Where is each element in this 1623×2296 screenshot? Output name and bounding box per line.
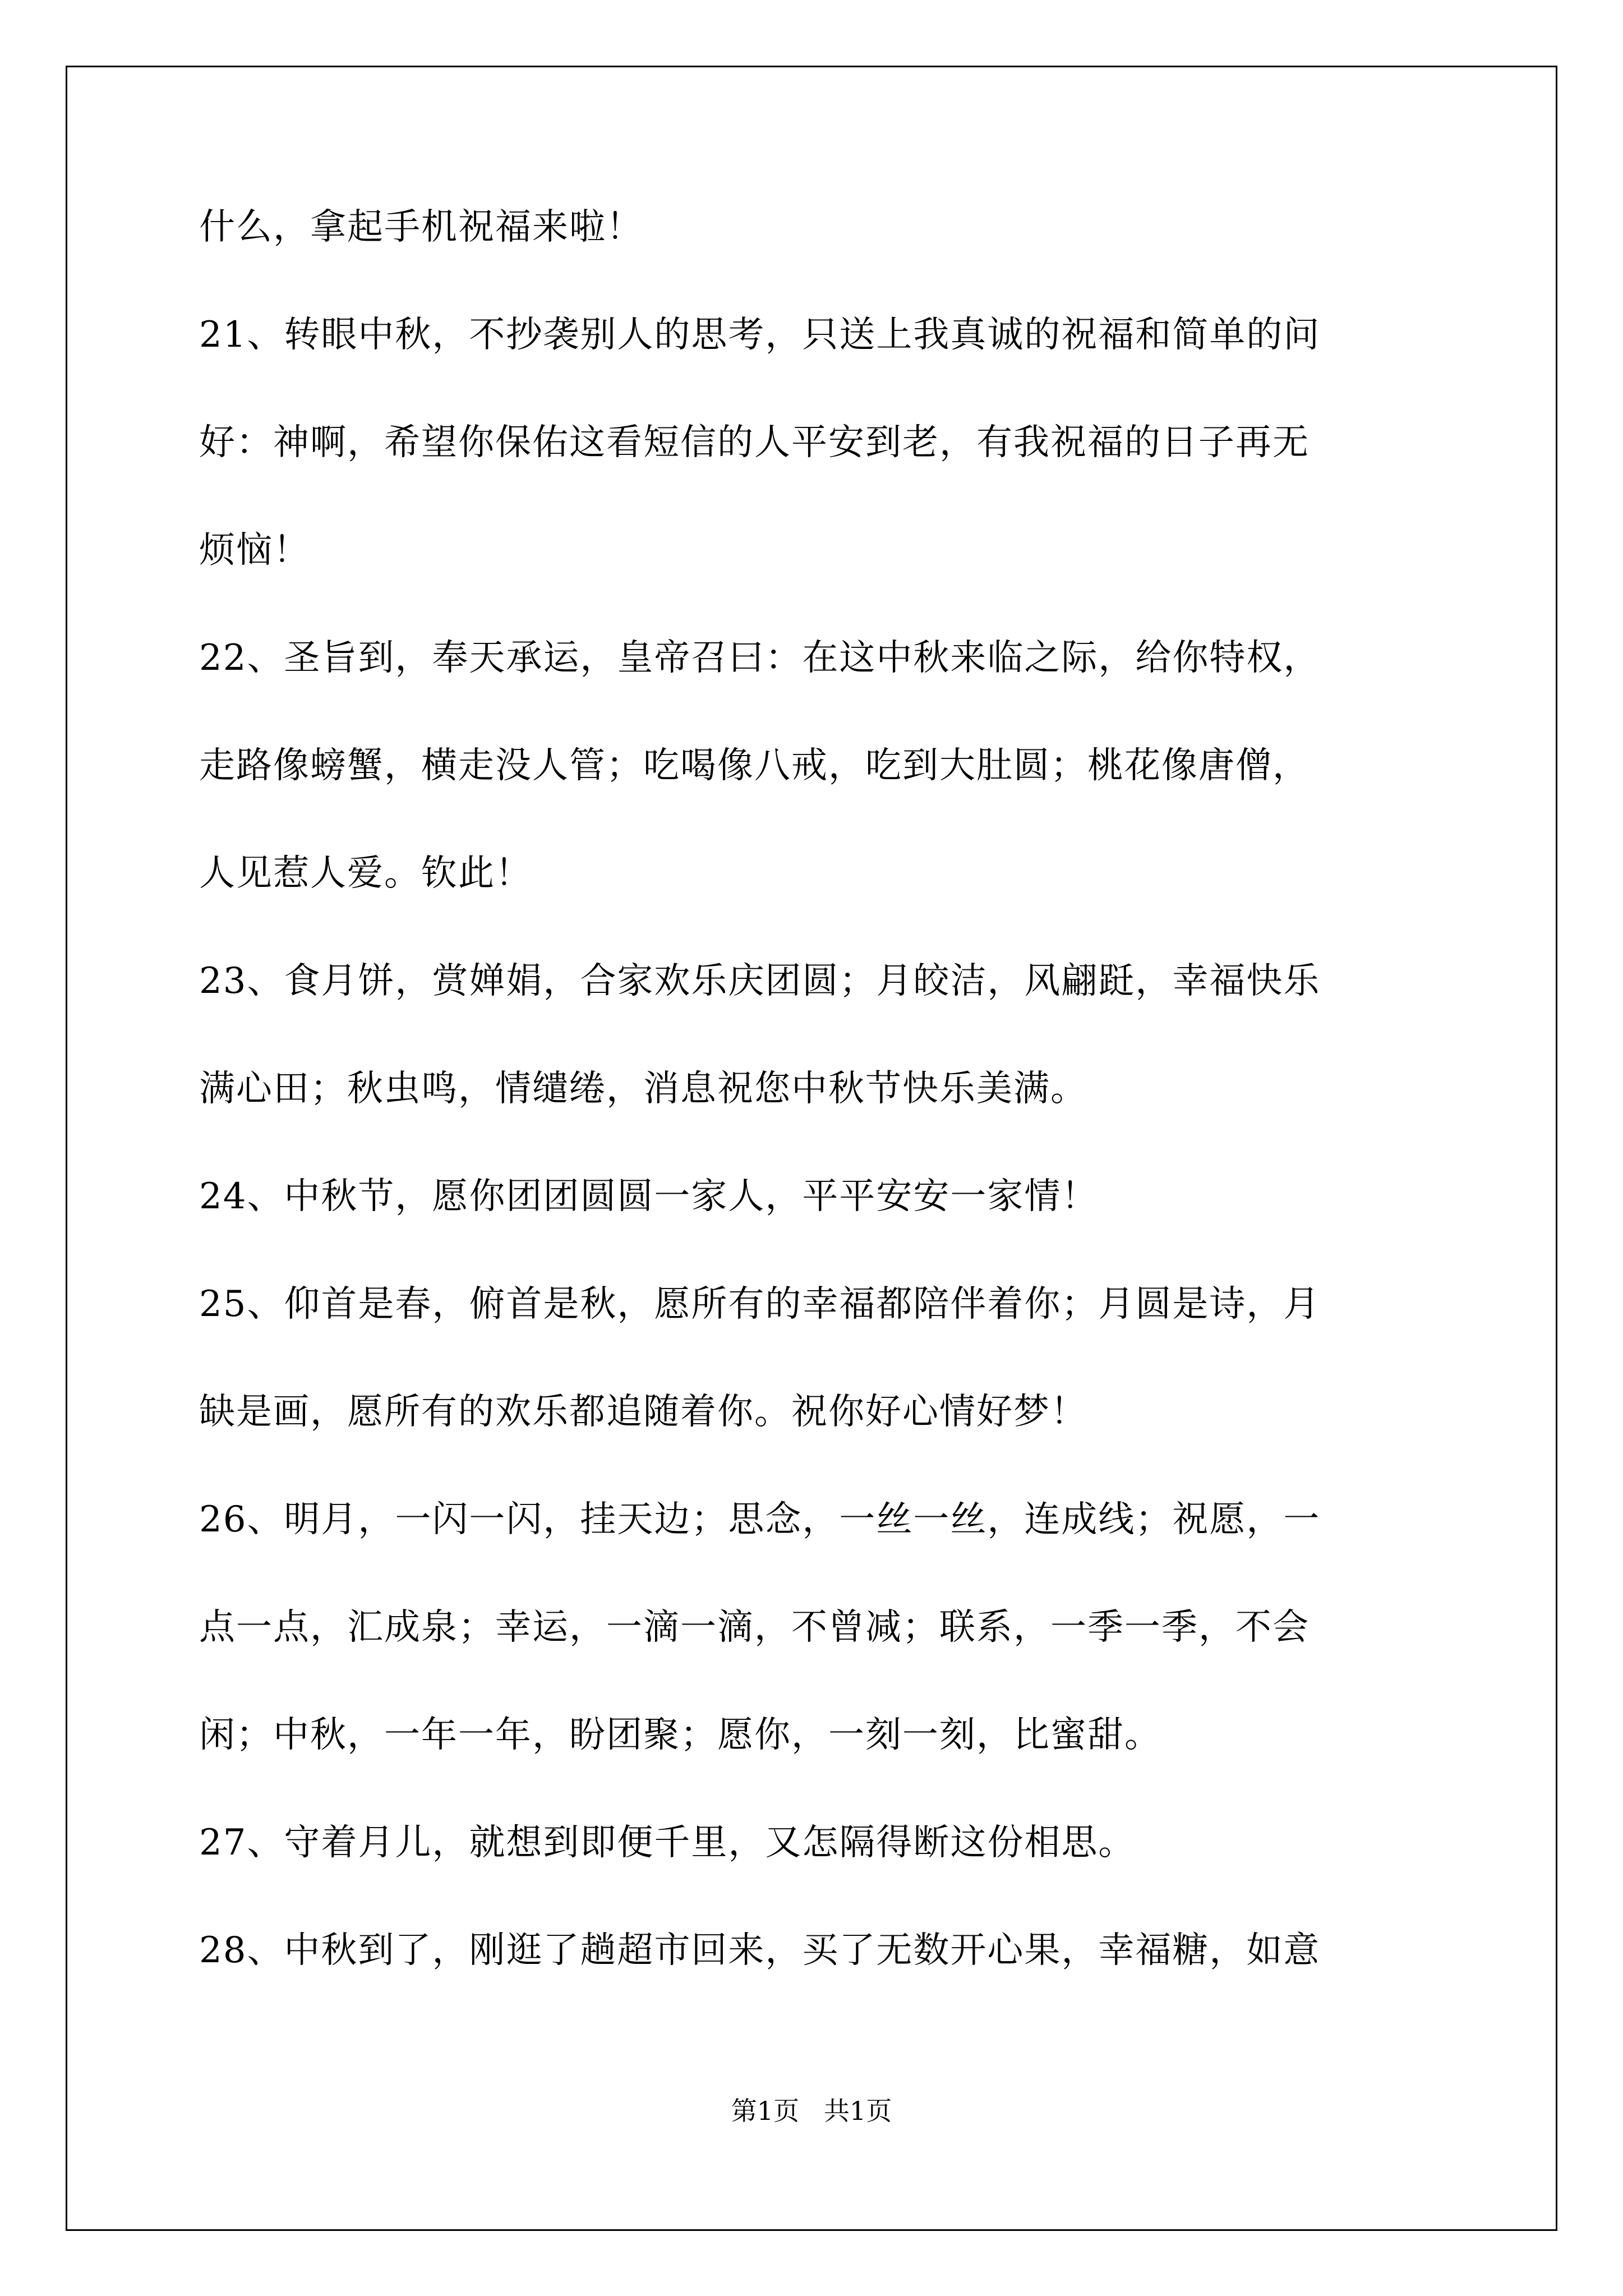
text-line: 点一点，汇成泉；幸运，一滴一滴，不曾减；联系，一季一季，不会 — [199, 1607, 1310, 1648]
text-line: 人见惹人爱。钦此！ — [199, 853, 532, 894]
text-line: 21、转眼中秋，不抄袭别人的思考，只送上我真诚的祝福和简单的问 — [199, 314, 1321, 356]
text-line: 23、食月饼，赏婵娟，合家欢乐庆团圆；月皎洁，风翩跹，幸福快乐 — [199, 960, 1321, 1002]
text-line: 什么，拿起手机祝福来啦！ — [199, 206, 643, 248]
page-number-footer: 第1页 共1页 — [731, 2096, 892, 2126]
text-line: 26、明月，一闪一闪，挂天边；思念，一丝一丝，连成线；祝愿，一 — [199, 1499, 1321, 1540]
text-line: 闲；中秋，一年一年，盼团聚；愿你，一刻一刻，比蜜甜。 — [199, 1714, 1161, 1756]
document-body — [199, 206, 1433, 2040]
text-line: 满心田；秋虫鸣，情缱绻，消息祝您中秋节快乐美满。 — [199, 1068, 1087, 1110]
text-line: 22、圣旨到，奉天承运，皇帝召曰：在这中秋来临之际，给你特权， — [199, 637, 1321, 679]
text-line: 走路像螃蟹，横走没人管；吃喝像八戒，吃到大肚圆；桃花像唐僧， — [199, 745, 1310, 786]
text-line: 24、中秋节，愿你团团圆圆一家人，平平安安一家情！ — [199, 1176, 1099, 1217]
text-line: 好：神啊，希望你保佑这看短信的人平安到老，有我祝福的日子再无 — [199, 422, 1310, 463]
text-line: 缺是画，愿所有的欢乐都追随着你。祝你好心情好梦！ — [199, 1391, 1087, 1433]
text-line: 25、仰首是春，俯首是秋，愿所有的幸福都陪伴着你；月圆是诗，月 — [199, 1283, 1321, 1325]
text-line: 28、中秋到了，刚逛了趟超市回来，买了无数开心果，幸福糖，如意 — [199, 1930, 1321, 1971]
text-line: 27、守着月儿，就想到即便千里，又怎隔得断这份相思。 — [199, 1822, 1136, 1864]
text-line: 烦恼！ — [199, 530, 310, 571]
